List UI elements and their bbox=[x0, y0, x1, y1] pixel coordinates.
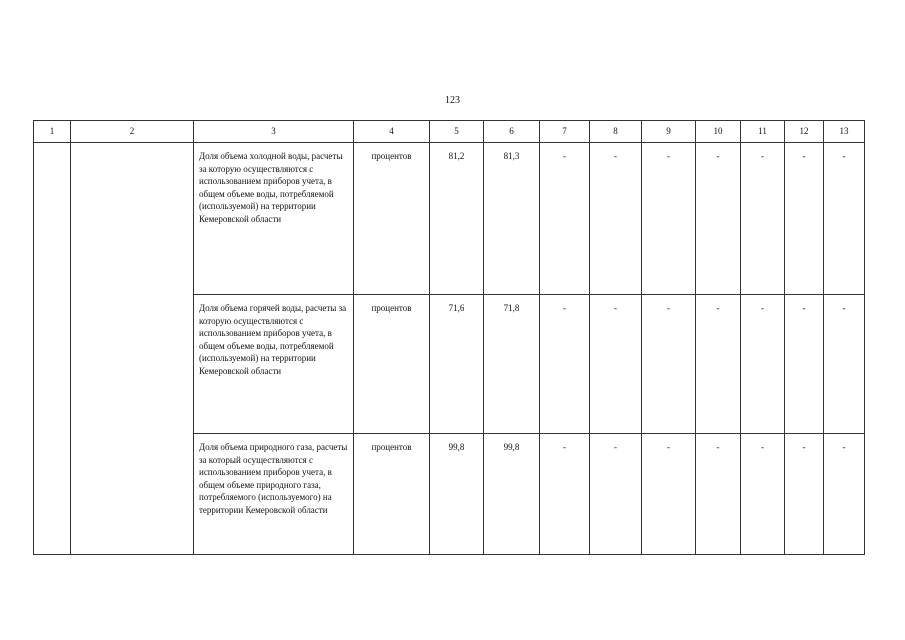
indicators-table bbox=[33, 120, 865, 555]
column-header: 9 bbox=[642, 121, 696, 143]
value-cell: 81,3 bbox=[484, 143, 540, 295]
column-header: 8 bbox=[590, 121, 642, 143]
column-header: 4 bbox=[354, 121, 430, 143]
column-1-cell bbox=[34, 143, 71, 555]
column-header: 2 bbox=[71, 121, 194, 143]
table-row bbox=[34, 143, 865, 295]
value-cell: - bbox=[696, 295, 741, 434]
value-cell: - bbox=[590, 295, 642, 434]
value-cell: - bbox=[540, 434, 590, 555]
value-cell: 99,8 bbox=[430, 434, 484, 555]
column-header: 6 bbox=[484, 121, 540, 143]
column-header: 1 bbox=[34, 121, 71, 143]
value-cell: 71,6 bbox=[430, 295, 484, 434]
column-header: 13 bbox=[824, 121, 865, 143]
value-cell: - bbox=[741, 434, 785, 555]
value-cell: - bbox=[824, 143, 865, 295]
indicator-name: Доля объема холодной воды, расчеты за которую осуществляются с использованием приборов учета, в общем объеме воды, потребляемой (используемой) на территории Кемеровской области bbox=[194, 143, 354, 295]
value-cell: - bbox=[540, 295, 590, 434]
value-cell: - bbox=[590, 143, 642, 295]
column-header: 12 bbox=[785, 121, 824, 143]
value-cell: - bbox=[590, 434, 642, 555]
value-cell: 99,8 bbox=[484, 434, 540, 555]
value-cell: - bbox=[824, 434, 865, 555]
unit-cell: процентов bbox=[354, 295, 430, 434]
value-cell: - bbox=[642, 143, 696, 295]
column-header: 7 bbox=[540, 121, 590, 143]
value-cell: - bbox=[696, 434, 741, 555]
value-cell: - bbox=[824, 295, 865, 434]
value-cell: - bbox=[741, 295, 785, 434]
indicator-name: Доля объема природного газа, расчеты за который осуществляются с использованием приборов учета, в общем объеме природного газа, потребляемого (используемого) на территории Кемеровской области bbox=[194, 434, 354, 555]
value-cell: 81,2 bbox=[430, 143, 484, 295]
column-number-row bbox=[34, 121, 865, 143]
value-cell: 71,8 bbox=[484, 295, 540, 434]
indicator-name: Доля объема горячей воды, расчеты за которую осуществляются с использованием приборов учета, в общем объеме воды, потребляемой (используемой) на территории Кемеровской области bbox=[194, 295, 354, 434]
value-cell: - bbox=[785, 434, 824, 555]
value-cell: - bbox=[785, 143, 824, 295]
value-cell: - bbox=[741, 143, 785, 295]
value-cell: - bbox=[540, 143, 590, 295]
value-cell: - bbox=[642, 434, 696, 555]
unit-cell: процентов bbox=[354, 143, 430, 295]
value-cell: - bbox=[642, 295, 696, 434]
column-header: 11 bbox=[741, 121, 785, 143]
value-cell: - bbox=[696, 143, 741, 295]
column-header: 3 bbox=[194, 121, 354, 143]
unit-cell: процентов bbox=[354, 434, 430, 555]
value-cell: - bbox=[785, 295, 824, 434]
column-header: 5 bbox=[430, 121, 484, 143]
column-header: 10 bbox=[696, 121, 741, 143]
page-number: 123 bbox=[445, 95, 460, 106]
column-2-cell bbox=[71, 143, 194, 555]
